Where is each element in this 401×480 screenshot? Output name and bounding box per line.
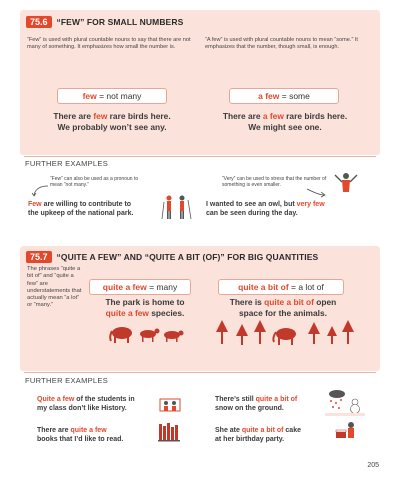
divider [24,156,376,157]
very-note: “Very” can be used to stress that the number of something is even smaller. [222,176,327,188]
very-few-example: I wanted to see an owl, but very few can be seen during the day. [206,201,325,217]
section-title: “QUITE A FEW” AND “QUITE A BIT (OF)” FOR BIG QUANTITIES [56,252,319,262]
few-pronoun-example: Few are willing to contribute to the upkeep of the national park. [28,201,134,217]
quite-a-bit-of-rule-pill: quite a bit of = a lot of [218,279,344,295]
books-illustration [157,420,183,444]
quite-a-few-rule-pill: quite a few = many [89,279,191,295]
quite-a-bit-of-cake-example: She ate quite a bit of cake at her birthday party. [215,427,301,443]
section-title: “FEW” FOR SMALL NUMBERS [56,17,184,27]
quite-a-few-students-example: Quite a few of the students in my class don’t like History. [37,396,135,412]
further-examples-label: FURTHER EXAMPLES [25,159,109,168]
section-number: 75.7 [26,251,52,263]
students-illustration [158,393,182,415]
section-number: 75.6 [26,16,52,28]
divider [24,372,376,373]
page-number: 205 [367,462,379,469]
animals-illustration [108,323,188,345]
quite-description: The phrases “quite a bit of” and “quite a few” are understatements that actually mean “a lot” or “many.” [27,266,82,309]
arrow-icon [305,187,327,199]
few-rule-pill: few = not many [57,88,167,104]
further-examples-label: FURTHER EXAMPLES [25,376,109,385]
few-example: There are few rare birds here. We probably won’t see any. [53,111,171,132]
arrow-icon [30,184,50,198]
quite-a-few-books-example: There are quite a few books that I’d like to read. [37,427,124,443]
few-pronoun-note: “Few” can also be used as a pronoun to mean “not many.” [50,176,139,188]
quite-a-few-example: The park is home to quite a few species. [105,297,185,318]
trees-illustration [214,318,354,348]
section-75-7-header [26,251,318,263]
a-few-rule-pill: a few = some [229,88,339,104]
quite-a-bit-of-example: There is quite a bit of open space for the animals. [229,297,337,318]
snow-illustration [325,388,365,416]
a-few-example: There are a few rare birds here. We might see one. [222,111,348,132]
few-description: “Few” is used with plural countable nouns to say that there are not many of something. It emphasizes how small the number is. [27,37,191,50]
quite-a-bit-of-snow-example: There’s still quite a bit of snow on the ground. [215,396,298,412]
park-workers-illustration [160,192,194,222]
birdwatcher-illustration [332,170,362,196]
cake-illustration [334,420,360,444]
a-few-description: “A few” is used with plural countable nouns to mean “some.” It emphasizes that the number, though small, is enough. [205,37,358,50]
section-75-6-header [26,16,183,28]
